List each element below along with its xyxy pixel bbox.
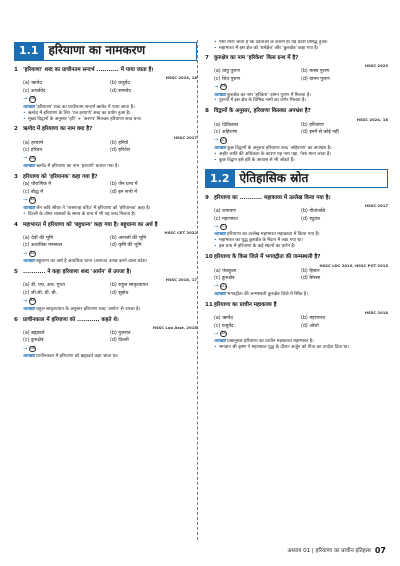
explanation-label: व्याख्या [23, 205, 35, 211]
question-row [205, 108, 388, 115]
question-11 [205, 302, 388, 352]
explanation [14, 354, 197, 360]
explanation-text: ऋग्वेद में हरियाणा का नाम 'हरयाणे' बताया गया है। [36, 164, 120, 170]
explanation-label: व्याख्या [214, 146, 226, 151]
question-row [14, 269, 197, 276]
option: (c) अथर्ववेद [23, 88, 46, 94]
question-number: 5 [14, 269, 18, 276]
answer-indicator [214, 137, 301, 144]
option: (a) ऋग्वेद [214, 316, 233, 322]
option: (b) अनाजों की भूमि [110, 235, 147, 241]
answer-indicator [214, 331, 301, 338]
question-row [14, 126, 197, 133]
explanation-bullet: • ऋग्वेद में हरियाणा के लिए 'रज हरयाणे' शब्द का प्रयोग हुआ है। [14, 111, 197, 117]
explanation-label: व्याख्या [214, 339, 226, 345]
option: (b) यजुर्वेद [110, 81, 130, 87]
footer-chapter: अध्याय 01 | हरियाणा का प्राचीन इतिहास [287, 547, 371, 554]
intro-bullet: • ऐसा माना जाता है कि देवताओं के कारण ही यह प्रदेश प्रसिद्ध हुआ। [205, 40, 388, 46]
explanation-text: प्राचीनकाल में हरियाणा को ब्रह्मावर्त कहा जाता था। [36, 354, 119, 360]
question-number: 3 [14, 174, 18, 180]
option: (a) दिविलका [214, 122, 239, 128]
explanation-label: व्याख्या [23, 306, 35, 312]
explanation-text: प्रश्नानुसार हरियाणा का प्राचीन महाकाव्य महाभारत है। [227, 339, 314, 345]
explanation-bullet: • पुराणों में इस क्षेत्र के विभिन्न नामों का वर्णन मिलता है। [205, 98, 388, 104]
answer-indicator [23, 197, 110, 204]
explanation [14, 259, 197, 265]
answer-indicator [214, 84, 301, 91]
exam-source: HSSC 2018 [364, 310, 388, 316]
answer-indicator [23, 155, 110, 162]
question-row [14, 174, 197, 181]
option: (a) ब्रह्मावर्त [23, 331, 45, 336]
question-row [14, 222, 197, 229]
answer-indicator [214, 283, 301, 290]
arrow-right-icon: → [214, 283, 219, 290]
question-row [205, 254, 388, 261]
question-text: महाभारत में हरियाणा को 'बहुधान्य' कहा गया है। बहुधान्य का अर्थ है [23, 221, 158, 228]
arrow-right-icon: → [214, 330, 219, 337]
options-grid [14, 283, 197, 304]
option: (a) ऋग्वेद [23, 81, 42, 87]
option: (c) शिव पुराण [214, 76, 240, 82]
question-6 [14, 317, 197, 361]
question-row [205, 195, 388, 202]
question-number: 2 [14, 126, 18, 133]
exam-source: HSSC 2017 [364, 203, 388, 209]
question-number: 8 [205, 108, 209, 115]
option: (c) अहिराणा [214, 130, 238, 136]
explanation-label: व्याख्या [23, 104, 35, 110]
question-row [14, 67, 197, 74]
option: (a) हरयाणे [23, 140, 44, 146]
answer-badge: (c) [220, 224, 227, 230]
exam-source: HSSC 2018, 17 [165, 277, 197, 283]
question-8 [205, 108, 388, 163]
option: (d) सामवेद [110, 88, 131, 94]
arrow-right-icon: → [23, 250, 28, 257]
question-2 [14, 126, 197, 170]
exam-source: HSSC 2017 [173, 134, 197, 140]
options-grid [14, 81, 197, 102]
options-grid [205, 316, 388, 337]
answer-badge: (b) [29, 298, 36, 304]
explanation-text: कुछ विद्वानों के अनुसार हरियाणा शब्द 'अहिराणा' का अपभ्रंश है। [227, 146, 332, 151]
explanation-text: कुरुक्षेत्र का नाम 'हरिकेश' वामन पुराण में मिलता है। [227, 92, 311, 98]
explanation-label: व्याख्या [23, 354, 35, 360]
right-question-list-bottom [205, 195, 388, 352]
question-1 [14, 67, 197, 122]
option: (d) रघुवंश [301, 216, 321, 222]
section-header-1-1 [14, 40, 197, 62]
exam-source: HSSC 2024, 18 [356, 116, 388, 122]
options-grid [205, 209, 388, 230]
explanation-bullet: • कुछ विद्वान इसे हरि के आवास से भी जोड़ते हैं। [205, 158, 388, 164]
right-column [205, 40, 388, 540]
option: (d) ओशो [301, 323, 319, 329]
answer-badge: (b) [29, 250, 36, 256]
option: (d) वामन पुराण [301, 76, 330, 82]
option: (c) बौद्ध में [23, 189, 44, 195]
explanation-text: 'हरियाणा' शब्द का प्राचीनतम सन्दर्भ ऋग्वेद में पाया जाता है। [36, 104, 135, 110]
explanation-label: व्याख्या [214, 92, 226, 98]
question-number: 10 [205, 254, 213, 261]
question-number: 11 [205, 301, 213, 308]
arrow-right-icon: → [23, 298, 28, 305]
option: (d) इनमें से कोई नहीं [301, 130, 339, 136]
explanation [205, 292, 388, 298]
question-text: हरियाणा के किस जिले में भगवद्गीता की जन्मस्थली है? [214, 254, 321, 261]
answer-badge: (a) [29, 96, 36, 102]
exam-source: HSSC LDC 2019, HSSC PGT 2015 [319, 262, 388, 268]
left-question-list [14, 67, 197, 360]
option: (b) जैन ग्रन्थ में [110, 182, 138, 188]
option: (b) गीतांजलि [301, 209, 326, 215]
question-text: प्राचीनकाल में हरियाणा को ........... कहते थे। [23, 316, 119, 323]
intro-bullet: • महाभारत में इस क्षेत्र को 'धर्मक्षेत्र' और 'कुरुक्षेत्र' कहा गया है। [205, 46, 388, 52]
answer-indicator [23, 346, 110, 353]
options-grid [14, 331, 197, 352]
question-text: 'हरियाणा' शब्द का प्राचीनतम सन्दर्भ ........... में पाया जाता है। [23, 67, 154, 73]
explanation-label: व्याख्या [214, 232, 226, 238]
answer-indicator [23, 251, 110, 258]
section-header-1-2 [205, 168, 388, 190]
exam-source: HSSC Lab Asst. 2018 [152, 325, 197, 330]
option: (b) महाभारत [301, 316, 326, 322]
answer-badge: (c) [220, 137, 227, 143]
arrow-right-icon: → [214, 223, 219, 230]
option: (a) देवों की भूमि [23, 235, 54, 241]
question-number: 6 [14, 316, 18, 323]
answer-indicator [214, 224, 301, 231]
answer-badge: (b) [220, 331, 227, 337]
left-column [14, 40, 197, 540]
explanation [14, 307, 197, 313]
explanation-text: भगवद्गीता की जन्मस्थली कुरुक्षेत्र जिले में स्थित है। [227, 291, 308, 297]
question-number: 9 [205, 194, 209, 201]
explanation [14, 164, 197, 170]
arrow-right-icon: → [23, 96, 28, 103]
option: (c) कुरुक्षेत्र [214, 275, 235, 281]
option: (c) जी.सी. डी. बी. [23, 290, 58, 296]
arrow-right-icon: → [23, 345, 28, 352]
option: (d) दिल्ली [110, 338, 129, 344]
section-title: ऐतिहासिक स्रोत [235, 169, 389, 188]
answer-badge: (a) [29, 155, 36, 161]
option: (a) वायु पुराण [214, 69, 240, 75]
answer-badge: (d) [220, 84, 227, 90]
explanation-label: व्याख्या [23, 164, 35, 170]
exam-source: HSSC 2023 [364, 63, 388, 69]
explanation-bullet: • भगवान श्री कृष्ण ने महाभारत युद्ध के दौरान अर्जुन को गीता का उपदेश दिया था। [205, 345, 388, 351]
question-text: ऋग्वेद में हरियाणा का नाम क्या है? [23, 126, 93, 133]
options-grid [14, 182, 197, 203]
question-row [205, 302, 388, 309]
question-10 [205, 254, 388, 298]
answer-badge: (b) [29, 197, 36, 203]
explanation-label: व्याख्या [23, 259, 35, 265]
explanation-bullet: • इस ग्रन्थ में हरियाणा के कई स्थानों का वर्णन है। [205, 244, 388, 250]
question-text: हरियाणा का प्राचीन महाकाव्य है [214, 301, 277, 308]
option: (d) कृषि की भूमि [110, 243, 142, 249]
explanation-bullet: • महाभारत का युद्ध कुरुक्षेत्र के मैदान में लड़ा गया था। [205, 238, 388, 244]
answer-badge: (a) [29, 346, 36, 352]
options-grid [14, 141, 197, 162]
question-7 [205, 55, 388, 105]
option: (d) हरिवेश [110, 148, 130, 154]
right-intro-bullets [205, 40, 388, 52]
question-number: 7 [205, 54, 209, 61]
question-3 [14, 174, 197, 218]
option: (c) कुरुक्षेत्र [23, 338, 44, 344]
question-text: ........... ने कहा हरियाणा शब्द 'आर्यन' से उपजा है। [23, 269, 132, 276]
section-number: 1.2 [205, 169, 235, 188]
option: (b) गुजरात [110, 331, 131, 336]
explanation-text: हरियाणा का उल्लेख महाभारत महाकाव्य में किया गया है। [227, 232, 320, 238]
question-number: 4 [14, 221, 18, 228]
section-title: हरियाणा का नामकरण [44, 42, 198, 61]
question-text: हरियाणा को 'हरियानक' कहा गया है? [23, 174, 98, 180]
page-number: 07 [374, 546, 386, 555]
exam-source: HSSC 2024, 18 [165, 75, 197, 81]
explanation-text: राहुल सांकृत्यायन के अनुसार हरियाणा शब्द 'आर्यन' से उपजा है। [36, 306, 141, 312]
options-grid [205, 69, 388, 90]
option: (b) हरियाणा [301, 122, 324, 128]
page [14, 40, 388, 540]
right-question-list-top [205, 55, 388, 164]
option: (d) इन सभी में [110, 189, 138, 195]
option: (b) मत्स्य पुराण [301, 69, 330, 75]
option: (c) महाभारत [214, 216, 238, 222]
explanation-bullet: • दिल्ली के तोमर शासकों के समय के ग्रन्थ में भी यह शब्द मिलता है। [14, 212, 197, 218]
explanation-label: व्याख्या [214, 291, 226, 297]
question-number: 1 [14, 67, 18, 73]
arrow-right-icon: → [214, 83, 219, 90]
option: (a) पंचकूला [214, 268, 237, 274]
question-text: कुरुक्षेत्र का नाम 'हरिकेश' किस ग्रन्थ में है? [214, 54, 299, 61]
option: (a) डी. एच. आर. गुप्ता [23, 283, 65, 289]
explanation-text: बहुधान्य का अर्थ है अत्यधिक धान्य (अनाज) उत्पन्न करने वाला प्रदेश। [36, 259, 148, 265]
options-grid [205, 269, 388, 290]
arrow-right-icon: → [23, 155, 28, 162]
answer-indicator [23, 96, 110, 103]
answer-indicator [23, 298, 110, 305]
question-4 [14, 222, 197, 266]
page-footer [287, 546, 386, 557]
arrow-right-icon: → [214, 137, 219, 144]
option: (b) राहुल सांकृत्यायन [110, 283, 148, 289]
section-number: 1.1 [14, 42, 44, 61]
options-grid [14, 236, 197, 257]
option: (c) हरिवन [23, 148, 42, 154]
explanation-bullet: • अहीर जाति की अधिकता के कारण यह नाम पड़ा, ऐसा माना जाता है। [205, 152, 388, 158]
question-row [14, 317, 197, 324]
option: (d) सुबोध [110, 290, 129, 296]
option: (b) हरियो [110, 140, 129, 146]
option: (b) हिसार [301, 268, 320, 274]
question-row [205, 55, 388, 62]
explanation-text: जैन कवि श्रीधर ने 'पासणाह चरिउ' में हरियाणा को 'हरियानक' कहा है। [36, 205, 151, 211]
question-text: विद्वानों के अनुसार, हरियाणा किसका अपभ्रंश है? [214, 108, 311, 115]
answer-badge: (c) [220, 283, 227, 289]
options-grid [205, 123, 388, 144]
question-5 [14, 269, 197, 313]
option: (c) अत्यधिक मरुस्थल [23, 243, 62, 249]
option: (a) पौराणिक में [23, 182, 52, 188]
option: (a) रामायण [214, 209, 236, 215]
question-9 [205, 195, 388, 250]
option: (d) सिरसा [301, 275, 321, 281]
question-text: हरियाणा का ........... महाकाव्य में उल्लेख किया गया है। [214, 194, 331, 201]
option: (c) यजुर्वेद [214, 323, 234, 329]
explanation-bullet: • मुख्य विद्वानों के अनुसार 'हरि' + 'अरण्य' मिलकर हरियाणा शब्द बना। [14, 117, 197, 123]
arrow-right-icon: → [23, 197, 28, 204]
exam-source: HSSC CET 2022 [164, 229, 197, 235]
